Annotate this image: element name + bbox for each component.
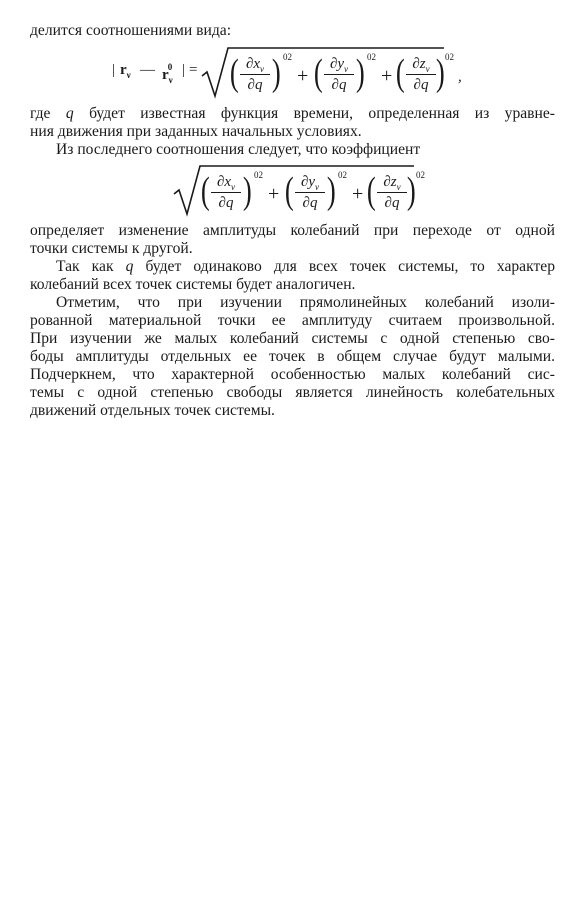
text-line	[30, 240, 555, 258]
text-line	[56, 294, 555, 312]
paren-left: (	[395, 52, 405, 94]
text-line	[56, 258, 555, 276]
fraction	[377, 173, 407, 212]
text-span: движений отдельных точек системы.	[30, 402, 275, 419]
plus-sign: +	[268, 183, 280, 205]
paren-right: )	[435, 52, 445, 94]
subscript: ν	[168, 75, 173, 85]
text-line	[30, 384, 555, 402]
exponent: 02	[338, 170, 347, 180]
minus-sign: —	[140, 62, 155, 78]
numerator: ∂z	[383, 174, 397, 190]
text-span: Так как	[56, 258, 114, 275]
exponent: 02	[416, 170, 425, 180]
variable-q: q	[65, 105, 74, 122]
denominator: ∂q	[302, 195, 318, 211]
text-line	[30, 105, 555, 123]
formula-symbol	[162, 63, 172, 85]
subscript: ν	[231, 182, 236, 192]
paren-left: (	[313, 52, 323, 94]
denominator: ∂q	[413, 77, 429, 93]
denominator: ∂q	[247, 77, 263, 93]
text-span: где	[30, 105, 51, 122]
equals-sign: =	[189, 62, 198, 78]
formula-symbol	[120, 63, 131, 80]
subscript: ν	[425, 64, 430, 74]
numerator: ∂z	[412, 56, 426, 72]
text-line	[30, 123, 555, 141]
subscript: ν	[396, 182, 401, 192]
numerator: ∂x	[216, 174, 232, 190]
symbol-r: r	[120, 62, 127, 78]
text-line	[30, 348, 555, 366]
paren-right: )	[242, 170, 252, 212]
plus-sign: +	[381, 65, 393, 87]
paren-left: (	[200, 170, 210, 212]
text-span: будет одинаково для всех точек системы, то характер	[145, 258, 555, 275]
numerator: ∂y	[329, 56, 345, 72]
subscript: ν	[126, 70, 131, 80]
abs-bar-left: |	[112, 62, 116, 78]
text-line	[30, 366, 555, 384]
denominator: ∂q	[384, 195, 400, 211]
exponent: 02	[445, 52, 454, 62]
plus-sign: +	[352, 183, 364, 205]
numerator: ∂y	[300, 174, 316, 190]
text-line	[30, 330, 555, 348]
paren-right: )	[326, 170, 336, 212]
text-span: темы с одной степенью свободы является линейность колебательных	[30, 384, 555, 401]
plus-sign: +	[297, 65, 309, 87]
text-line	[30, 222, 555, 240]
fraction	[324, 55, 354, 94]
paren-right: )	[355, 52, 365, 94]
subscript: ν	[260, 64, 265, 74]
text-line	[56, 141, 555, 159]
paren-right: )	[406, 170, 416, 212]
fraction	[295, 173, 325, 212]
denominator: ∂q	[331, 77, 347, 93]
variable-q: q	[125, 258, 134, 275]
fraction	[406, 55, 436, 94]
text-span: рованной материальной точки ее амплитуду считаем произвольной.	[30, 312, 555, 329]
fraction	[211, 173, 241, 212]
text-span: Подчеркнем, что характерной особенностью малых колебаний сис-	[30, 366, 555, 383]
paren-left: (	[366, 170, 376, 212]
denominator: ∂q	[218, 195, 234, 211]
text-span: боды амплитуды отдельных ее точек в общем случае будут малыми.	[30, 348, 555, 365]
text-span: Отметим, что при изучении прямолинейных колебаний изоли-	[56, 294, 555, 311]
symbol-r: r	[162, 67, 169, 83]
text-line	[30, 276, 555, 294]
subscript: ν	[344, 64, 349, 74]
text-span: делится соотношениями вида:	[30, 22, 232, 39]
text-span: точки системы к другой.	[30, 240, 193, 257]
text-span: ния движения при заданных начальных условиях.	[30, 123, 362, 140]
fraction	[240, 55, 270, 94]
text-span: будет известная функция времени, определенная из уравне-	[89, 105, 556, 122]
text-line	[30, 22, 555, 40]
paren-left: (	[229, 52, 239, 94]
paren-right: )	[271, 52, 281, 94]
numerator: ∂x	[245, 56, 261, 72]
superscript: 0	[167, 62, 173, 72]
text-line	[30, 312, 555, 330]
comma: ,	[458, 69, 462, 85]
paren-left: (	[284, 170, 294, 212]
exponent: 02	[367, 52, 376, 62]
text-span: При изучении же малых колебаний системы с одной степенью сво-	[30, 330, 555, 347]
subscript: ν	[315, 182, 320, 192]
text-span: определяет изменение амплитуды колебаний при переходе от одной	[30, 222, 555, 239]
text-line	[30, 402, 555, 420]
exponent: 02	[283, 52, 292, 62]
text-span: колебаний всех точек системы будет аналогичен.	[30, 276, 356, 293]
text-span: Из последнего соотношения следует, что коэффициент	[56, 141, 421, 158]
abs-bar-right: |	[182, 62, 186, 78]
exponent: 02	[254, 170, 263, 180]
